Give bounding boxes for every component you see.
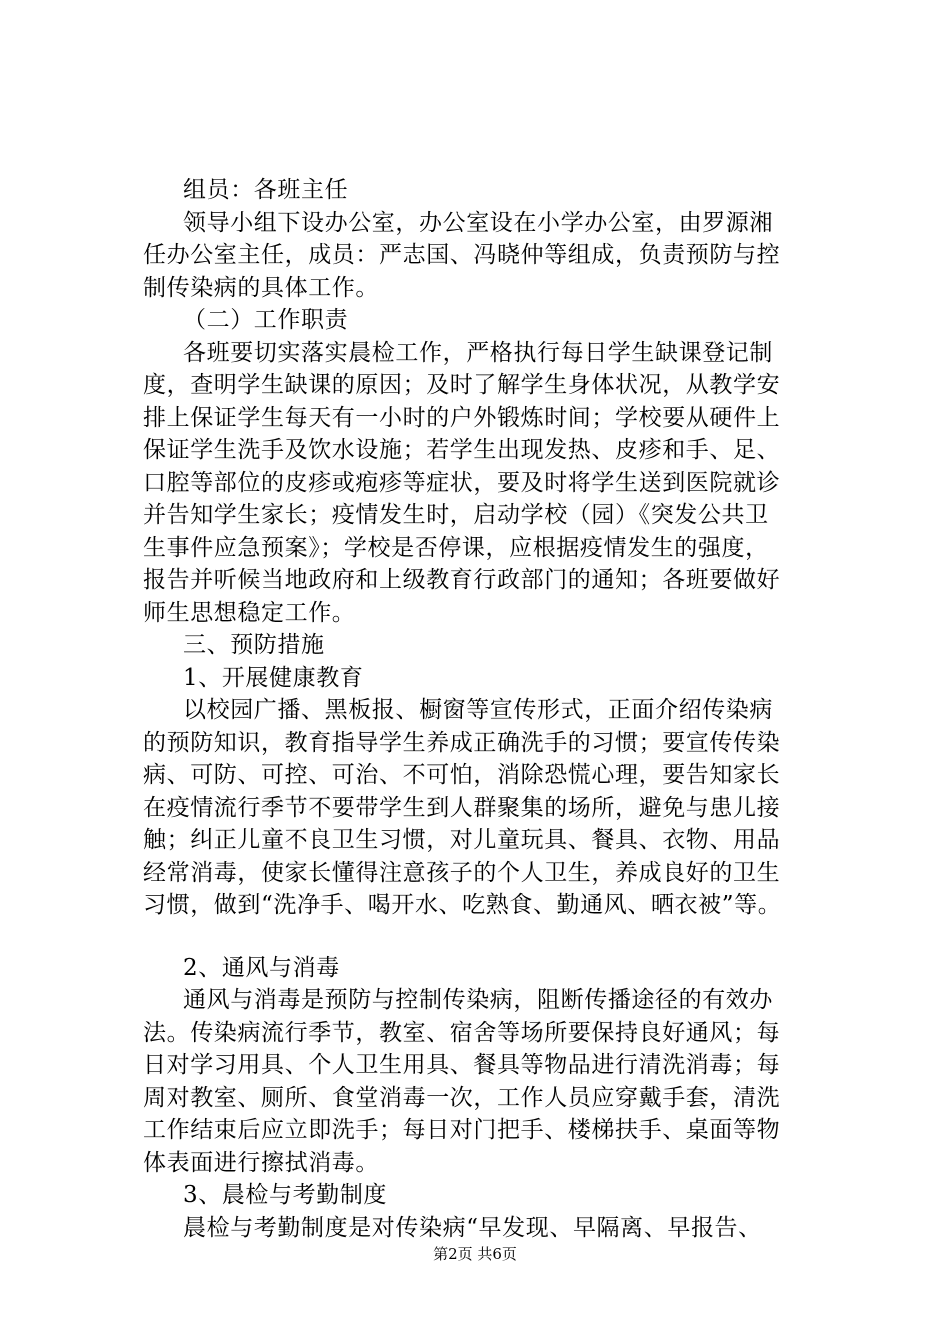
text-line: 组员：各班主任 bbox=[183, 177, 349, 203]
text-line: 并告知学生家长；疫情发生时，启动学校（园）《突发公共卫 bbox=[143, 502, 769, 528]
text-line: 日对学习用具、个人卫生用具、餐具等物品进行清洗消毒；每 bbox=[143, 1052, 781, 1078]
text-line: 排上保证学生每天有一小时的户外锻炼时间；学校要从硬件上 bbox=[143, 405, 781, 431]
text-line: 在疫情流行季节不要带学生到人群聚集的场所，避免与患儿接 bbox=[143, 795, 781, 821]
text-line: 生事件应急预案》；学校是否停课，应根据疫情发生的强度， bbox=[143, 535, 769, 561]
text-line: 工作结束后应立即洗手；每日对门把手、楼梯扶手、桌面等物 bbox=[143, 1117, 781, 1143]
text-line: 习惯，做到“洗净手、喝开水、吃熟食、勤通风、晒衣被”等。 bbox=[143, 892, 782, 918]
text-line: 制传染病的具体工作。 bbox=[143, 275, 379, 301]
section-heading: 三、预防措施 bbox=[183, 632, 325, 658]
text-line: 经常消毒，使家长懂得注意孩子的个人卫生，养成良好的卫生 bbox=[143, 860, 781, 886]
page-number-footer: 第2页 共6页 bbox=[433, 1245, 517, 1263]
subsection-heading: 1、开展健康教育 bbox=[183, 665, 364, 691]
text-line: 报告并听候当地政府和上级教育行政部门的通知；各班要做好 bbox=[143, 567, 781, 593]
text-line: 任办公室主任，成员：严志国、冯晓仲等组成，负责预防与控 bbox=[143, 242, 781, 268]
text-line: 体表面进行擦拭消毒。 bbox=[143, 1150, 379, 1176]
text-line: 保证学生洗手及饮水设施；若学生出现发热、皮疹和手、足、 bbox=[143, 437, 781, 463]
text-line: 通风与消毒是预防与控制传染病，阻断传播途径的有效办 bbox=[183, 987, 773, 1013]
text-line: 晨检与考勤制度是对传染病“早发现、早隔离、早报告、 bbox=[183, 1215, 762, 1241]
text-line: 各班要切实落实晨检工作，严格执行每日学生缺课登记制 bbox=[183, 340, 773, 366]
subsection-heading: 2、通风与消毒 bbox=[183, 955, 340, 981]
text-line: 度，查明学生缺课的原因；及时了解学生身体状况，从教学安 bbox=[143, 372, 781, 398]
text-line: 周对教室、厕所、食堂消毒一次，工作人员应穿戴手套，清洗 bbox=[143, 1085, 781, 1111]
subsection-heading: 3、晨检与考勤制度 bbox=[183, 1182, 388, 1208]
text-line: 触；纠正儿童不良卫生习惯，对儿童玩具、餐具、衣物、用品 bbox=[143, 827, 781, 853]
text-line: 师生思想稳定工作。 bbox=[143, 600, 356, 626]
text-line: 领导小组下设办公室，办公室设在小学办公室，由罗源湘 bbox=[183, 210, 773, 236]
section-heading: （二）工作职责 bbox=[183, 307, 349, 333]
text-line: 口腔等部位的皮疹或疱疹等症状，要及时将学生送到医院就诊 bbox=[143, 470, 781, 496]
text-line: 法。传染病流行季节，教室、宿舍等场所要保持良好通风；每 bbox=[143, 1020, 781, 1046]
text-line: 以校园广播、黑板报、橱窗等宣传形式，正面介绍传染病 bbox=[183, 697, 773, 723]
text-line: 病、可防、可控、可治、不可怕，消除恐慌心理，要告知家长 bbox=[143, 762, 781, 788]
text-line: 的预防知识，教育指导学生养成正确洗手的习惯；要宣传传染 bbox=[143, 730, 781, 756]
